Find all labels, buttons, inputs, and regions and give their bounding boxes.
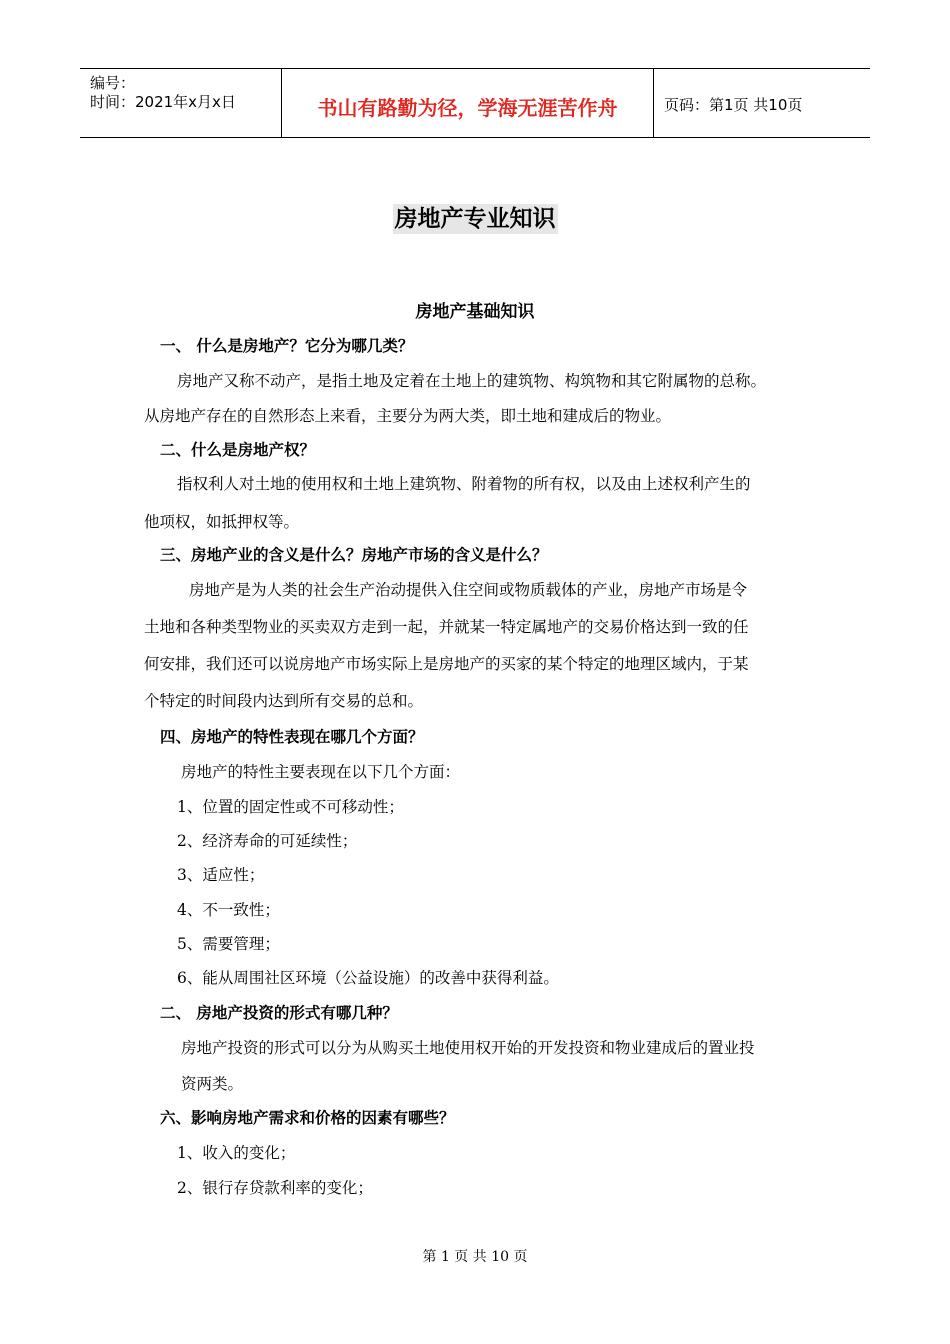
list-item: 5、需要管理； — [177, 935, 280, 953]
paragraph-line: 房地产又称不动产，是指土地及定着在土地上的建筑物、构筑物和其它附属物的总称。 — [177, 372, 767, 390]
list-item: 2、银行存贷款利率的变化； — [177, 1179, 373, 1197]
paragraph-line: 指权利人对土地的使用权和土地上建筑物、附着物的所有权，以及由上述权利产生的 — [177, 475, 751, 493]
section-heading: 三、房地产业的含义是什么？房地产市场的含义是什么？ — [160, 546, 548, 564]
header-table — [80, 68, 870, 138]
page-info: 页码：第1页 共10页 — [664, 96, 803, 114]
header-info-cell — [80, 69, 282, 137]
subtitle: 房地产基础知识 — [415, 302, 535, 322]
number-label: 编号： — [90, 74, 136, 92]
section-heading: 一、 什么是房地产？它分为哪几类？ — [160, 337, 414, 355]
page-footer: 第 1 页 共 10 页 — [422, 1249, 528, 1265]
motto: 书山有路勤为径，学海无涯苦作舟 — [317, 96, 618, 120]
list-item: 2、经济寿命的可延续性； — [177, 832, 358, 850]
header-page-cell — [654, 69, 870, 137]
list-item: 1、位置的固定性或不可移动性； — [177, 798, 404, 816]
header-motto-cell — [282, 69, 654, 137]
document-title-wrap — [0, 200, 950, 233]
list-item: 6、能从周围社区环境（公益设施）的改善中获得利益。 — [177, 969, 559, 987]
paragraph-line: 何安排，我们还可以说房地产市场实际上是房地产的买家的某个特定的地理区域内，于某 — [144, 655, 749, 673]
section-heading: 四、房地产的特性表现在哪几个方面？ — [160, 728, 424, 746]
time-label: 时间：2021年x月x日 — [90, 93, 236, 111]
paragraph-line: 从房地产存在的自然形态上来看，主要分为两大类，即土地和建成后的物业。 — [144, 407, 672, 425]
paragraph-line: 他项权，如抵押权等。 — [144, 513, 300, 531]
list-item: 1、收入的变化； — [177, 1144, 296, 1162]
paragraph-line: 房地产是为人类的社会生产治动提供入住空间或物质载体的产业，房地产市场是令 — [189, 581, 748, 599]
paragraph-line: 个特定的时间段内达到所有交易的总和。 — [144, 692, 424, 710]
section-heading: 二、什么是房地产权？ — [160, 441, 316, 459]
section-heading: 六、影响房地产需求和价格的因素有哪些？ — [160, 1109, 455, 1127]
paragraph-line: 资两类。 — [181, 1075, 244, 1093]
list-item: 4、不一致性； — [177, 901, 280, 919]
document-title: 房地产专业知识 — [394, 206, 556, 232]
list-item: 3、适应性； — [177, 866, 265, 884]
paragraph-line: 房地产的特性主要表现在以下几个方面： — [181, 763, 461, 781]
section-heading: 二、 房地产投资的形式有哪几种？ — [160, 1004, 398, 1022]
paragraph-line: 土地和各种类型物业的买卖双方走到一起，并就某一特定属地产的交易价格达到一致的任 — [144, 618, 749, 636]
paragraph-line: 房地产投资的形式可以分为从购买土地使用权开始的开发投资和物业建成后的置业投 — [181, 1039, 755, 1057]
